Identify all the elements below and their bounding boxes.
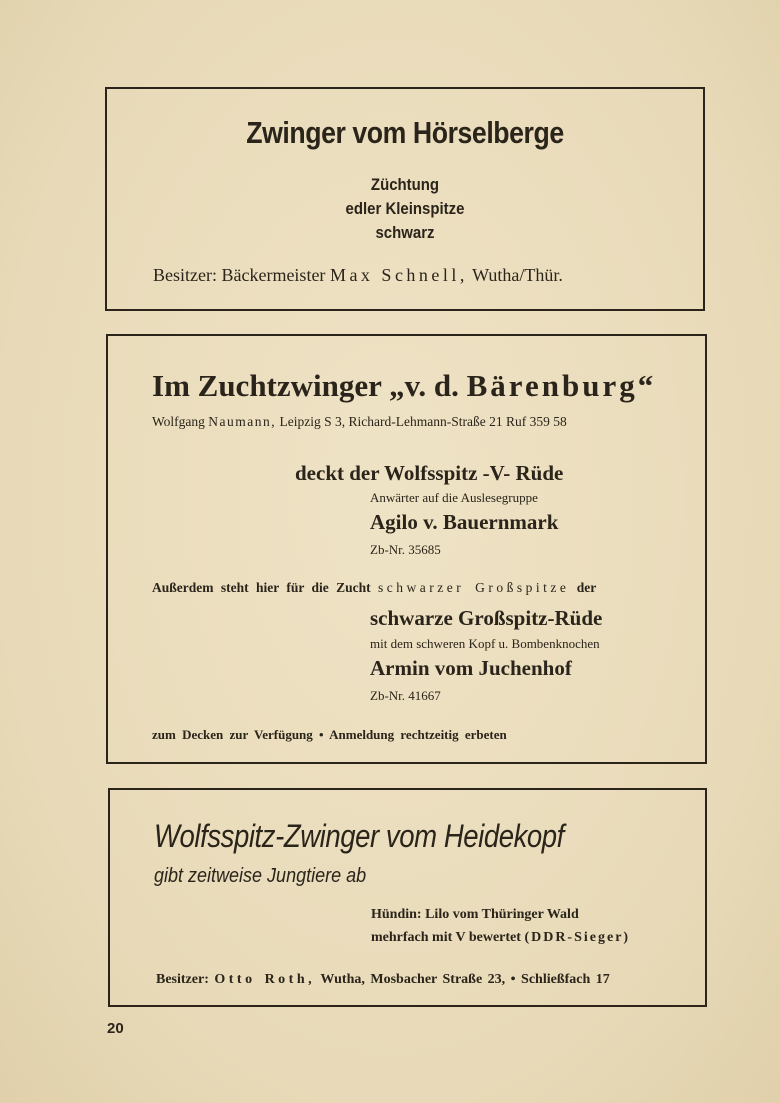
ad2-stud-number-2: Zb-Nr. 41667 [370,688,441,703]
ad2-stud-note-2: mit dem schweren Kopf u. Bombenknochen [370,636,600,651]
ad2-title-kennel: Bärenburg“ [466,368,657,403]
ad2-address-first: Wolfgang [152,414,209,429]
ad2-address-name: Naumann, [208,414,277,429]
advertisement-hoerselberge [105,87,705,311]
ad3-rating-title: (DDR-Sieger) [524,930,631,945]
ad1-owner-suffix: Wutha/Thür. [467,265,563,285]
ad2-additional-breed: schwarzer Großspitze [378,580,570,595]
ad3-subtitle: gibt zeitweise Jungtiere ab [154,865,367,887]
ad2-stud-name-agilo: Agilo v. Bauernmark [370,510,559,534]
ad2-address [152,414,567,430]
ad2-stud-heading-2: schwarze Großspitz-Rüde [370,606,603,630]
advertisement-baerenburg [106,334,707,764]
ad3-title: Wolfsspitz-Zwinger vom Heidekopf [154,818,564,854]
ad2-stud-name-armin: Armin vom Juchenhof [370,656,572,680]
ad3-female: Hündin: Lilo vom Thüringer Wald [371,907,579,922]
ad2-stud-heading: deckt der Wolfsspitz -V- Rüde [295,461,564,485]
ad1-owner [153,265,563,286]
ad3-owner [156,972,610,988]
ad2-stud-number-1: Zb-Nr. 35685 [370,542,441,557]
ad2-address-rest: Leipzig S 3, Richard-Lehmann-Straße 21 Ruf 359 58 [276,414,567,429]
advertisement-heidekopf [108,788,707,1007]
ad3-owner-suffix: Wutha, Mosbacher Straße 23, • Schließfach 17 [315,972,610,987]
ad3-rating [371,930,630,946]
ad1-line-breeding: Züchtung [370,175,440,194]
ad2-footer: zum Decken zur Verfügung • Anmeldung rechtzeitig erbeten [152,727,507,742]
ad2-additional-note [152,580,596,596]
ad2-additional-prefix: Außerdem steht hier für die Zucht [152,580,378,595]
page-number: 20 [107,1020,124,1037]
ad2-stud-note: Anwärter auf die Auslesegruppe [370,490,538,505]
ad1-line-breed: edler Kleinspitze [345,199,465,218]
ad1-owner-name: Max Schnell, [329,265,468,285]
ad3-rating-prefix: mehrfach mit V bewertet [371,930,525,945]
ad1-owner-prefix: Besitzer: Bäckermeister [153,265,330,285]
ad1-title: Zwinger vom Hörselberge [246,115,564,150]
ad1-line-color: schwarz [375,223,435,242]
ad2-title [152,368,656,404]
ad3-owner-prefix: Besitzer: [156,972,215,987]
ad2-title-prefix: Im Zuchtzwinger „v. d. [152,368,467,403]
ad3-owner-name: Otto Roth, [214,972,316,987]
ad2-additional-suffix: der [569,580,597,595]
